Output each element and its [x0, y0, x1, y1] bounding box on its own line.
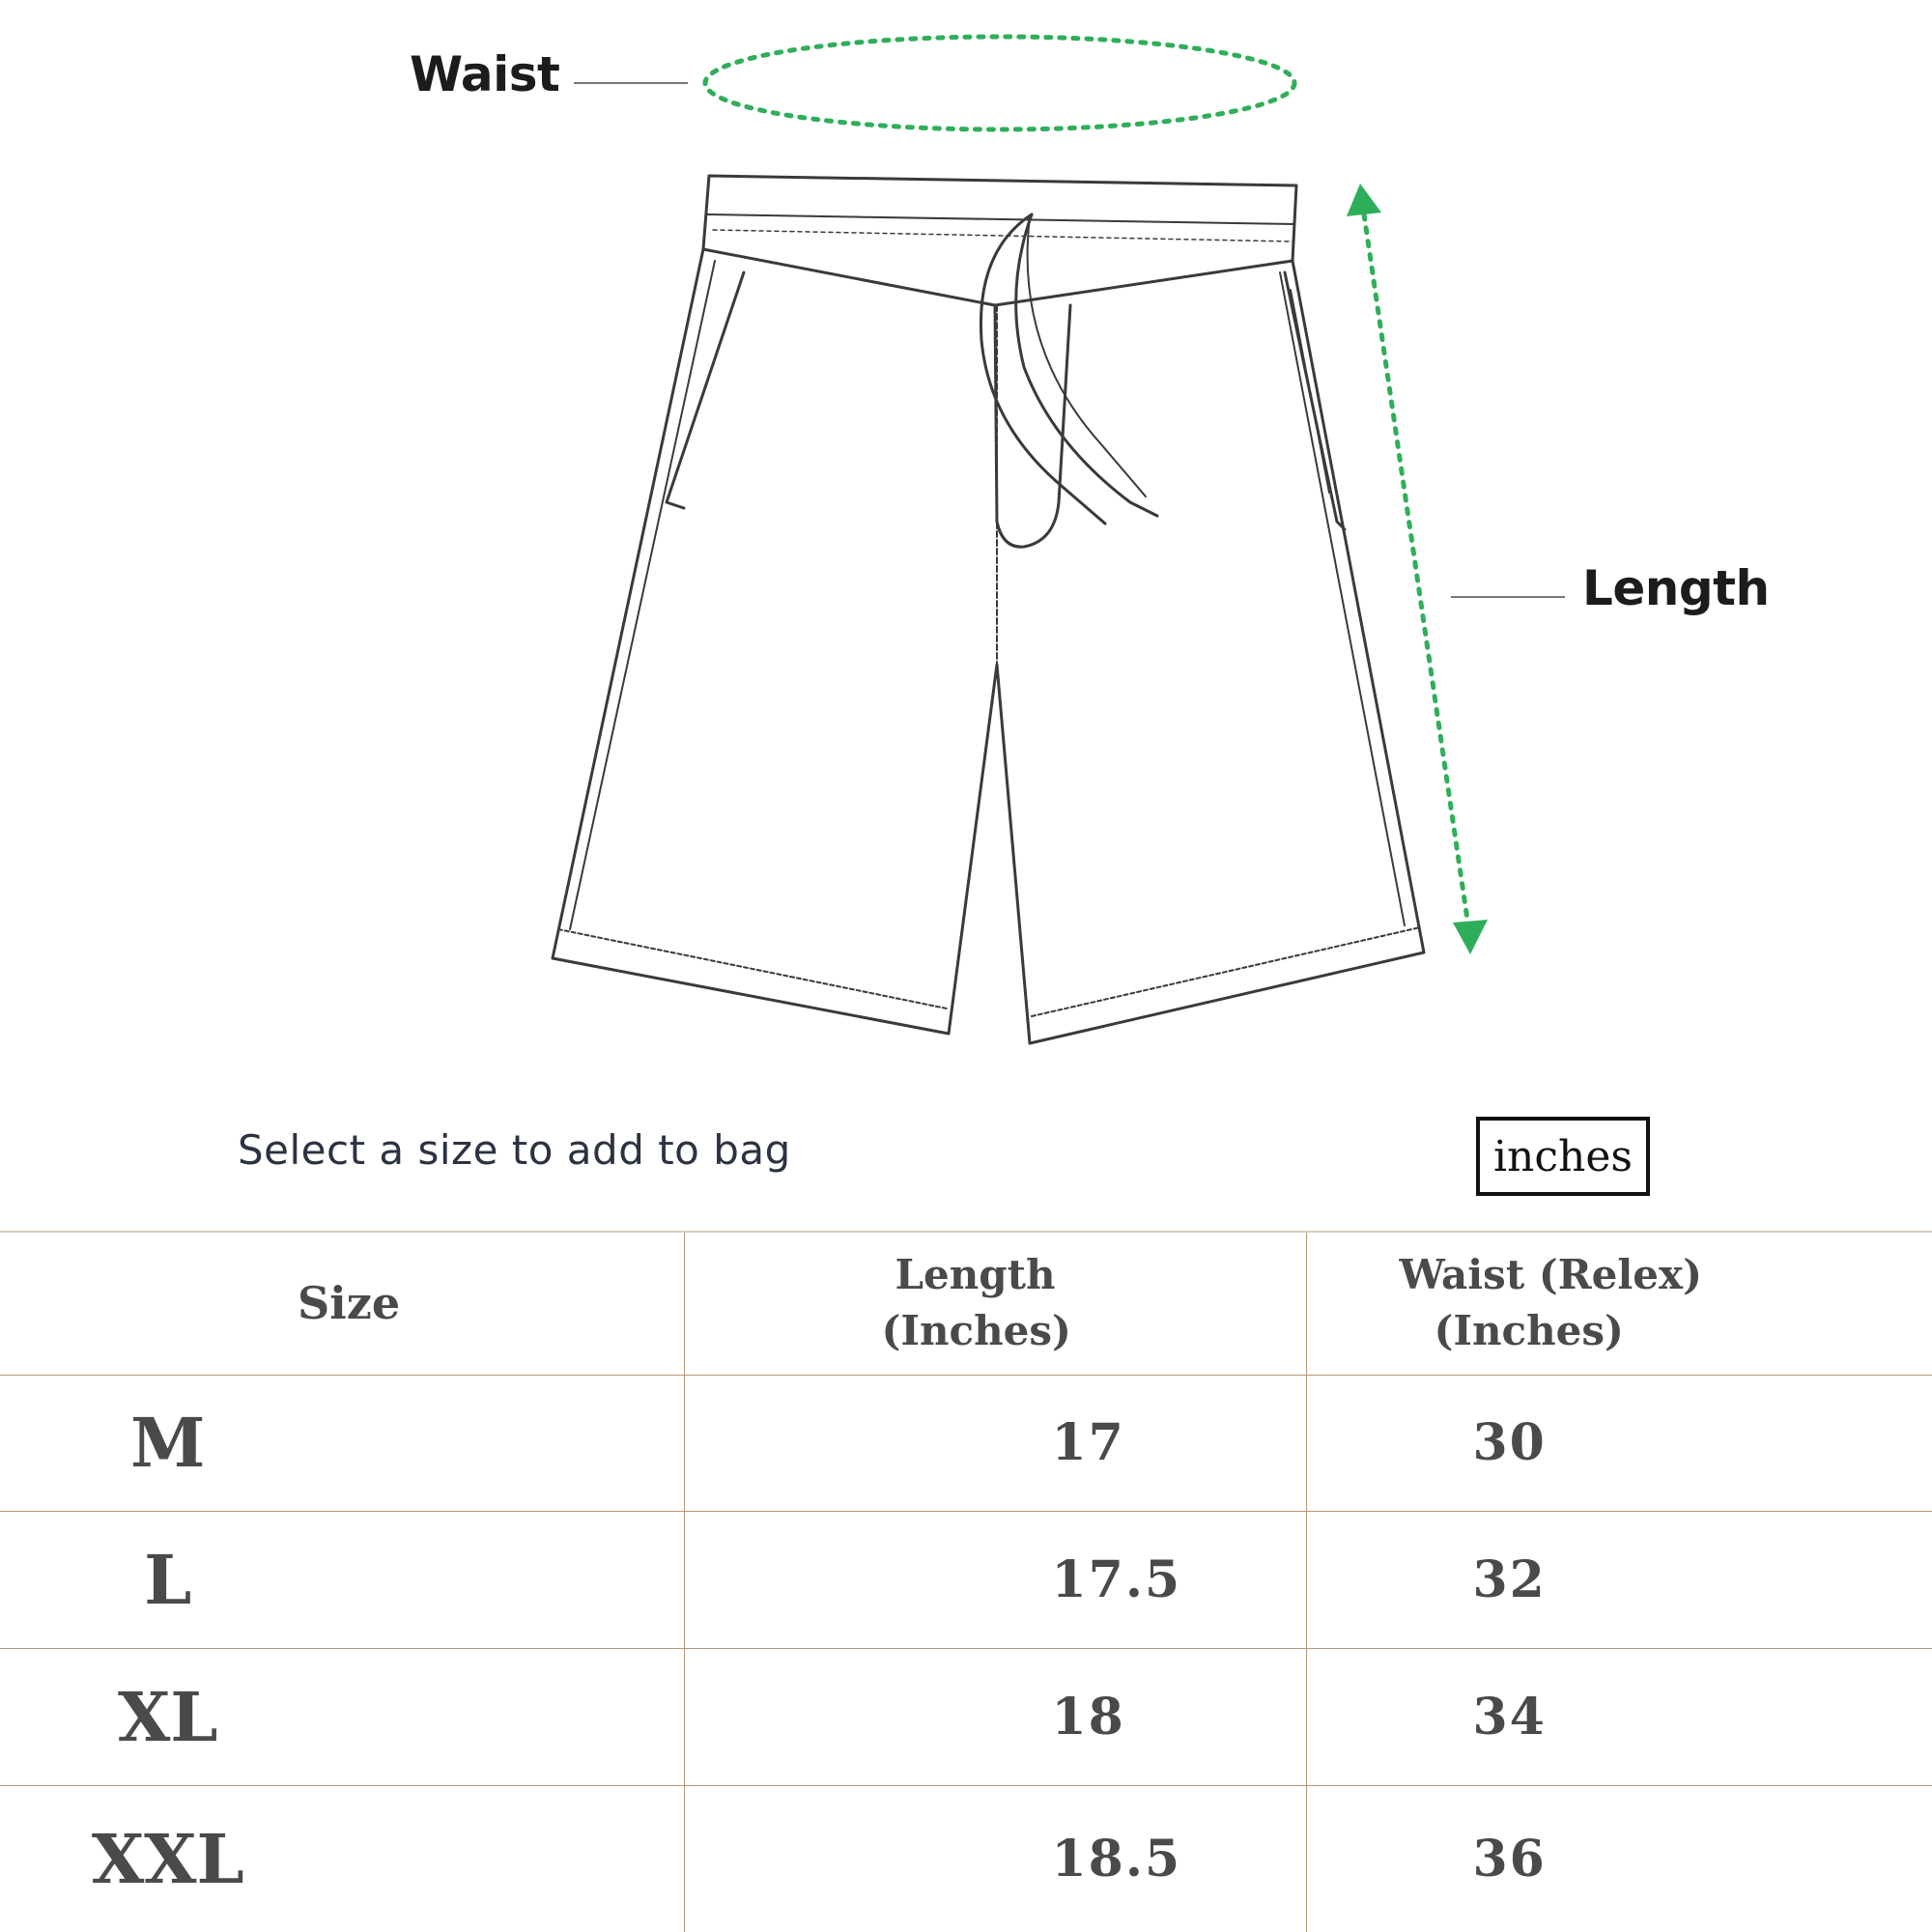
size-chart-table	[0, 1231, 1932, 1932]
size-select-prompt: Select a size to add to bag	[238, 1126, 791, 1174]
size-row[interactable]	[0, 1375, 1932, 1512]
shorts-right-side	[1030, 261, 1424, 1043]
size-cell: M	[0, 1375, 684, 1512]
length-cell: 17	[684, 1375, 1306, 1512]
size-row[interactable]	[0, 1512, 1932, 1649]
size-cell: L	[0, 1512, 684, 1649]
header-length	[684, 1232, 1306, 1375]
waist-cell: 36	[1306, 1785, 1932, 1932]
header-waist-line1: Waist (Relex)	[1399, 1251, 1702, 1299]
length-cell: 17.5	[684, 1512, 1306, 1649]
waist-cell: 34	[1306, 1648, 1932, 1785]
size-row[interactable]	[0, 1648, 1932, 1785]
length-label: Length	[1582, 560, 1770, 616]
size-cell: XL	[0, 1648, 684, 1785]
drawstring	[980, 214, 1105, 524]
waist-label: Waist	[410, 46, 560, 102]
length-cell: 18.5	[684, 1785, 1306, 1932]
header-waist-line2: (Inches)	[1434, 1307, 1624, 1355]
size-row[interactable]	[0, 1785, 1932, 1932]
waistband	[703, 176, 1296, 305]
unit-toggle-button[interactable]: inches	[1476, 1117, 1650, 1196]
waist-cell: 32	[1306, 1512, 1932, 1649]
length-arrow-top	[1347, 184, 1381, 216]
header-length-line2: (Inches)	[881, 1307, 1071, 1355]
header-length-line1: Length	[895, 1251, 1056, 1299]
header-waist	[1306, 1232, 1932, 1375]
length-arrow-line	[1364, 214, 1467, 920]
waist-cell: 30	[1306, 1375, 1932, 1512]
length-arrow-bottom	[1453, 920, 1488, 954]
shorts-inseam	[949, 665, 1030, 1043]
size-cell: XXL	[91, 1818, 244, 1899]
fly	[995, 305, 1070, 547]
waist-ellipse	[705, 37, 1294, 129]
header-size: Size	[0, 1232, 684, 1375]
length-cell: 18	[684, 1648, 1306, 1785]
shorts-left-side	[553, 249, 949, 1034]
size-chart-header-row	[0, 1232, 1932, 1375]
